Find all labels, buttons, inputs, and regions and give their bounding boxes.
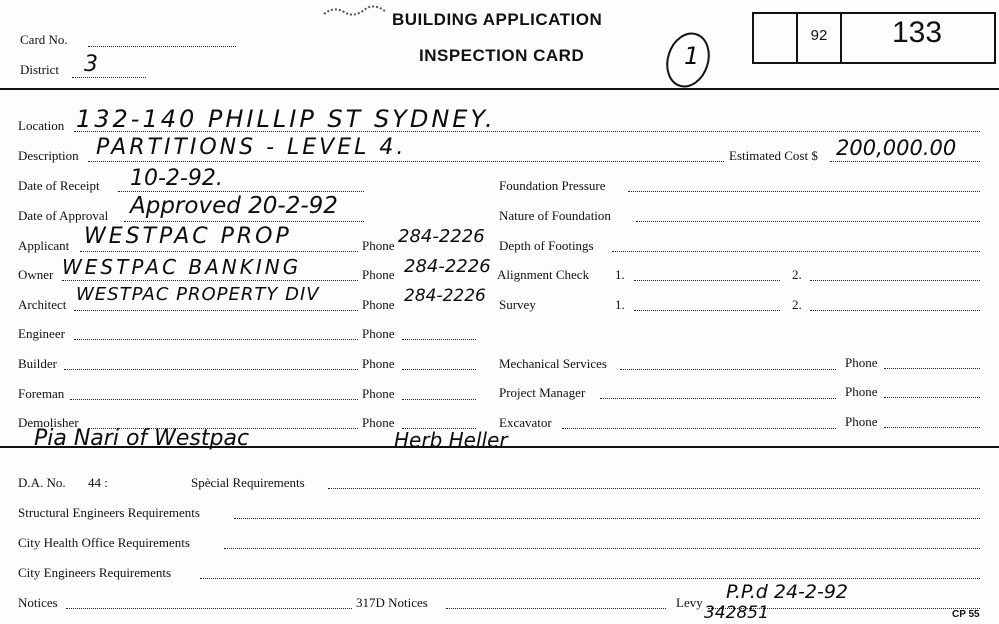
foreman-phone-label: Phone bbox=[362, 386, 395, 401]
da-no-label: D.A. No. bbox=[18, 475, 66, 490]
survey-line-2 bbox=[810, 310, 980, 311]
city-engineers-label: City Engineers Requirements bbox=[18, 565, 172, 580]
alignment-check-label: Alignment Check bbox=[497, 267, 590, 282]
nature-of-foundation-label: Nature of Foundation bbox=[499, 208, 611, 223]
owner-phone-label: Phone bbox=[362, 267, 395, 282]
foreman-label: Foreman bbox=[18, 386, 65, 401]
engineer-label: Engineer bbox=[18, 326, 65, 341]
survey-2: 2. bbox=[792, 297, 802, 312]
survey-line-1 bbox=[634, 310, 780, 311]
engineer-phone-line bbox=[402, 339, 476, 340]
applicant-line bbox=[80, 251, 358, 252]
levy-number: 342851 bbox=[704, 603, 769, 623]
builder-label: Builder bbox=[18, 356, 57, 371]
estimated-cost-line bbox=[830, 161, 980, 162]
handwritten-note-left: Pia Nari of Westpac bbox=[34, 426, 250, 451]
project-manager-phone-line bbox=[884, 397, 980, 398]
mechanical-services-label: Mechanical Services bbox=[499, 356, 607, 371]
date-of-receipt-line bbox=[118, 191, 364, 192]
engineer-line bbox=[74, 339, 358, 340]
architect-phone: 284-2226 bbox=[404, 286, 486, 306]
city-engineers-line bbox=[200, 578, 980, 579]
notices-label: Notices bbox=[18, 595, 58, 610]
foundation-pressure-label: Foundation Pressure bbox=[499, 178, 606, 193]
notices-line bbox=[66, 608, 352, 609]
card-number-value: 133 bbox=[891, 16, 943, 49]
depth-of-footings-line bbox=[612, 251, 980, 252]
excavator-label: Excavator bbox=[499, 415, 552, 430]
applicant-phone: 284-2226 bbox=[398, 226, 485, 247]
owner-line bbox=[62, 280, 358, 281]
project-manager-phone-label: Phone bbox=[845, 384, 878, 399]
form-code: CP 55 bbox=[952, 609, 980, 620]
location-label: Location bbox=[18, 118, 65, 133]
architect-label: Architect bbox=[18, 297, 67, 312]
builder-phone-line bbox=[402, 369, 476, 370]
levy-value: P.P.d 24-2-92 bbox=[726, 581, 849, 603]
notices-317d-label: 317D Notices bbox=[356, 595, 428, 610]
owner-label: Owner bbox=[18, 267, 54, 282]
builder-line bbox=[64, 369, 358, 370]
structural-engineers-line bbox=[234, 518, 980, 519]
location-value: 132-140 PHILLIP ST SYDNEY. bbox=[76, 105, 496, 133]
mechanical-services-phone-line bbox=[884, 368, 980, 369]
architect-line bbox=[74, 310, 358, 311]
handwritten-note-right: Herb Heller bbox=[394, 428, 508, 452]
lower-section-rule bbox=[0, 446, 999, 448]
foreman-line bbox=[70, 399, 358, 400]
applicant-label: Applicant bbox=[18, 238, 70, 253]
excavator-line bbox=[562, 428, 836, 429]
notices-317d-line bbox=[446, 608, 666, 609]
date-of-receipt-label: Date of Receipt bbox=[18, 178, 100, 193]
foundation-pressure-line bbox=[628, 191, 980, 192]
date-of-approval-line bbox=[124, 221, 364, 222]
da-no-value: 44 : bbox=[88, 475, 108, 490]
architect-value: WESTPAC PROPERTY DIV bbox=[76, 284, 320, 305]
excavator-phone-label: Phone bbox=[845, 414, 878, 429]
estimated-cost-label: Estimated Cost $ bbox=[729, 148, 818, 163]
district-line bbox=[72, 77, 146, 78]
mechanical-services-line bbox=[620, 369, 836, 370]
owner-value: WESTPAC BANKING bbox=[62, 255, 302, 279]
project-manager-line bbox=[600, 398, 836, 399]
survey-1: 1. bbox=[615, 297, 625, 312]
survey-label: Survey bbox=[499, 297, 536, 312]
excavator-phone-line bbox=[884, 427, 980, 428]
architect-phone-label: Phone bbox=[362, 297, 395, 312]
estimated-cost-value: 200,000.00 bbox=[836, 136, 957, 160]
alignment-check-1: 1. bbox=[615, 267, 625, 282]
alignment-check-line-2 bbox=[810, 280, 980, 281]
engineer-phone-label: Phone bbox=[362, 326, 395, 341]
applicant-phone-label: Phone bbox=[362, 238, 395, 253]
alignment-check-line-1 bbox=[634, 280, 780, 281]
owner-phone: 284-2226 bbox=[404, 256, 491, 277]
city-health-office-line bbox=[224, 548, 980, 549]
alignment-check-2: 2. bbox=[792, 267, 802, 282]
applicant-value: WESTPAC PROP bbox=[84, 224, 292, 249]
card-subtitle: INSPECTION CARD bbox=[419, 46, 585, 65]
special-requirements-label: Spècial Requirements bbox=[191, 475, 305, 490]
district-label: District bbox=[20, 62, 59, 77]
card-no-label: Card No. bbox=[20, 32, 68, 47]
circled-number: 1 bbox=[684, 42, 700, 70]
description-label: Description bbox=[18, 148, 79, 163]
date-of-approval-label: Date of Approval bbox=[18, 208, 109, 223]
project-manager-label: Project Manager bbox=[499, 385, 586, 400]
city-health-office-label: City Health Office Requirements bbox=[18, 535, 190, 550]
mechanical-services-phone-label: Phone bbox=[845, 355, 878, 370]
description-value: PARTITIONS - LEVEL 4. bbox=[96, 135, 407, 160]
structural-engineers-label: Structural Engineers Requirements bbox=[18, 505, 200, 520]
demolisher-phone-label: Phone bbox=[362, 415, 395, 430]
description-line bbox=[88, 161, 724, 162]
district-value: 3 bbox=[84, 52, 98, 77]
special-requirements-line bbox=[328, 488, 980, 489]
foreman-phone-line bbox=[402, 399, 476, 400]
nature-of-foundation-line bbox=[636, 221, 980, 222]
card-no-line bbox=[88, 46, 236, 47]
year-box-value: 92 bbox=[810, 27, 828, 44]
date-of-approval-value: Approved 20-2-92 bbox=[130, 193, 338, 219]
depth-of-footings-label: Depth of Footings bbox=[499, 238, 594, 253]
smudge-mark bbox=[320, 2, 394, 24]
header-rule bbox=[0, 88, 999, 90]
card-title: BUILDING APPLICATION bbox=[392, 10, 603, 29]
demolisher-label: Demolisher bbox=[18, 415, 79, 430]
builder-phone-label: Phone bbox=[362, 356, 395, 371]
levy-label: Levy bbox=[676, 595, 703, 610]
date-of-receipt-value: 10-2-92. bbox=[130, 166, 223, 191]
